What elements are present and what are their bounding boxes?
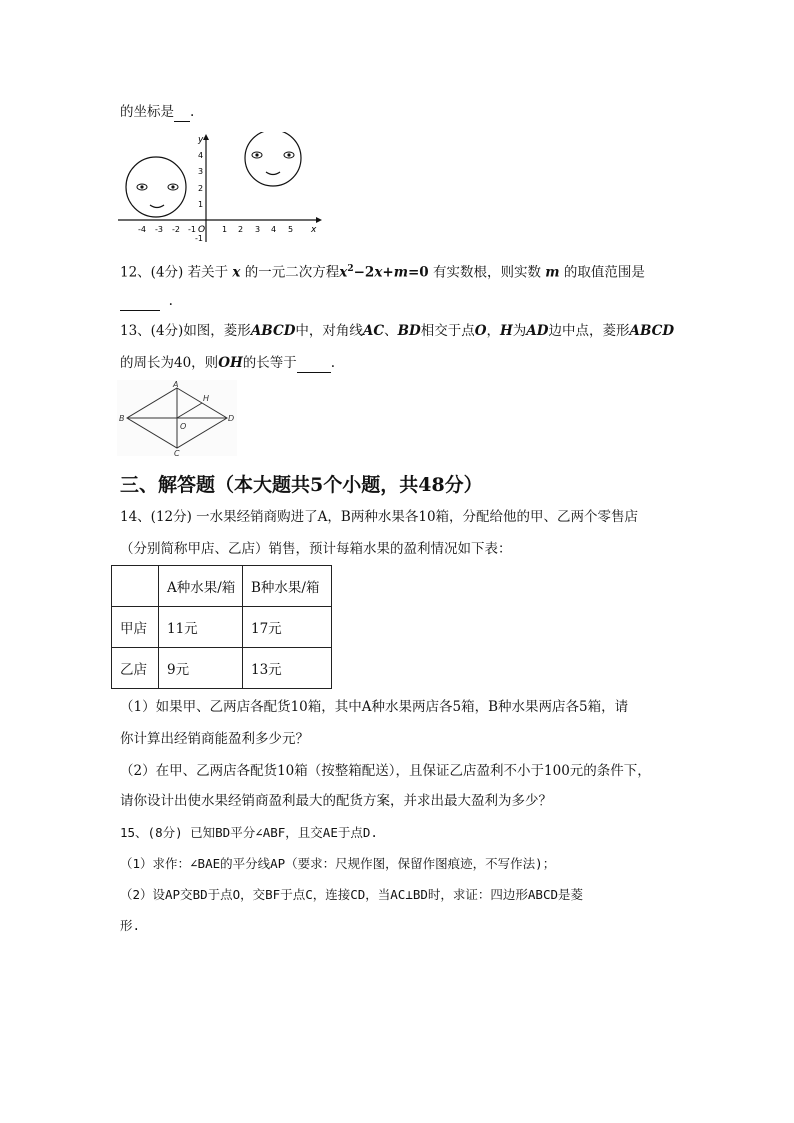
var-m: m	[545, 264, 560, 281]
x-axis-label: x	[311, 225, 317, 235]
rhombus-figure	[117, 380, 237, 456]
answer-blank	[174, 103, 190, 122]
label-h: H	[203, 394, 210, 403]
y-axis-arrow-icon	[203, 134, 209, 140]
var-abcd: ABCD	[250, 323, 296, 339]
q13-text: 中，对角线	[295, 323, 363, 339]
table-cell: 甲店	[112, 607, 159, 648]
q11-tail-text: 的坐标是	[120, 104, 174, 120]
label-o: O	[180, 422, 187, 431]
table-header-row	[112, 566, 332, 607]
x-tick: -4	[138, 225, 146, 234]
right-smiley-face-icon	[245, 132, 301, 186]
q14-part2-line1: （2）在甲、乙两店各配货10箱（按整箱配送），且保证乙店盈利不小于100元的条件下，	[120, 763, 651, 779]
y-tick: 2	[198, 184, 204, 193]
y-axis-label: y	[198, 135, 204, 145]
table-header: B种水果/箱	[243, 566, 332, 607]
table-row	[112, 648, 332, 689]
q12-text: 有实数根，则实数	[433, 264, 541, 281]
label-a: A	[173, 380, 179, 389]
q13-period: .	[330, 355, 335, 371]
eq-part: −2	[353, 264, 375, 281]
table-cell: 17元	[243, 607, 332, 648]
var-oh: OH	[218, 355, 243, 371]
x-tick: -3	[155, 225, 163, 234]
eq-x: x	[339, 264, 348, 281]
q14-line2: （分别简称甲店、乙店）销售，预计每箱水果的盈利情况如下表：	[120, 541, 512, 557]
x-tick: 1	[222, 225, 228, 234]
answer-blank	[120, 292, 160, 311]
y-tick: 1	[198, 200, 204, 209]
q15-line2: （1）求作：∠BAE的平分线AP（要求：尺规作图，保留作图痕迹，不写作法)；	[120, 856, 556, 871]
eq-x: x	[374, 264, 383, 281]
x-tick: -1	[188, 225, 196, 234]
x-tick: 4	[271, 225, 277, 234]
q15-line4: 形.	[120, 918, 141, 933]
x-axis-arrow-icon	[316, 217, 322, 223]
q12-number: 12、(4分)	[120, 264, 184, 281]
q12-text: 的取值范围是	[563, 264, 645, 281]
var-bd: BD	[397, 323, 421, 339]
q13-text: ，	[486, 323, 501, 339]
q11-period: .	[190, 104, 195, 120]
eq-part: =0	[407, 264, 429, 281]
var-ad: AD	[526, 323, 549, 339]
var-ac: AC	[362, 323, 385, 339]
eq-plus: +	[382, 264, 394, 281]
section-heading: 三、解答题（本大题共5个小题，共48分）	[120, 474, 483, 496]
q13-text: 、	[384, 323, 398, 339]
x-tick: -2	[172, 225, 180, 234]
var-o: O	[474, 323, 487, 339]
eq-m: m	[393, 264, 408, 281]
q13-line2	[120, 354, 335, 373]
y-tick: 4	[198, 151, 204, 160]
label-c: C	[174, 449, 180, 456]
label-d: D	[228, 414, 235, 423]
q15-line1: 15、(8分) 已知BD平分∠ABF，且交AE于点D.	[120, 825, 378, 840]
table-cell	[112, 566, 159, 607]
q13-text: 如图，菱形	[183, 323, 251, 339]
q13-text: 边中点，菱形	[548, 323, 630, 339]
table-row	[112, 607, 332, 648]
var-x: x	[232, 264, 241, 281]
q13-text: 相交于点	[420, 323, 475, 339]
q12-period: .	[168, 293, 173, 309]
profit-table	[111, 565, 332, 689]
label-b: B	[119, 414, 125, 423]
table-cell: 乙店	[112, 648, 159, 689]
q13-number: 13、(4分)	[120, 323, 184, 339]
var-h: H	[500, 323, 513, 339]
q13-text: 的长等于	[242, 355, 297, 371]
q12-line1	[120, 260, 645, 282]
table-header: A种水果/箱	[159, 566, 243, 607]
y-tick: 3	[198, 167, 204, 176]
origin-label: O	[198, 225, 206, 235]
q14-line1: 14、(12分) 一水果经销商购进了A，B两种水果各10箱，分配给他的甲、乙两个零售店	[120, 509, 639, 525]
x-tick: 3	[255, 225, 261, 234]
q12-line2	[120, 292, 173, 311]
q14-part2-line2: 请你设计出使水果经销商盈利最大的配货方案，并求出最大盈利为多少？	[120, 793, 552, 809]
q11-tail	[120, 103, 194, 122]
q15-line3: （2）设AP交BD于点O，交BF于点C，连接CD，当AC⊥BD时，求证：四边形ABCD是菱	[120, 887, 584, 902]
x-tick: 5	[288, 225, 294, 234]
answer-blank	[297, 354, 331, 373]
q13-text: 的周长为40，则	[120, 355, 219, 371]
eq-exponent: 2	[347, 264, 354, 274]
q12-text: 若关于	[187, 264, 229, 281]
q14-part1-line1: （1）如果甲、乙两店各配货10箱，其中A种水果两店各5箱，B种水果两店各5箱，请	[120, 699, 629, 715]
table-cell: 13元	[243, 648, 332, 689]
q12-text: 的一元二次方程	[244, 264, 340, 281]
q14-part1-line2: 你计算出经销商能盈利多少元？	[120, 731, 309, 747]
table-cell: 11元	[159, 607, 243, 648]
x-tick: 2	[238, 225, 244, 234]
y-tick: -1	[195, 234, 203, 243]
q13-text: 为	[512, 323, 527, 339]
table-cell: 9元	[159, 648, 243, 689]
coordinate-graph	[118, 132, 328, 247]
left-smiley-face-icon	[126, 157, 186, 217]
q13-line1	[120, 322, 674, 340]
var-abcd: ABCD	[629, 323, 675, 339]
